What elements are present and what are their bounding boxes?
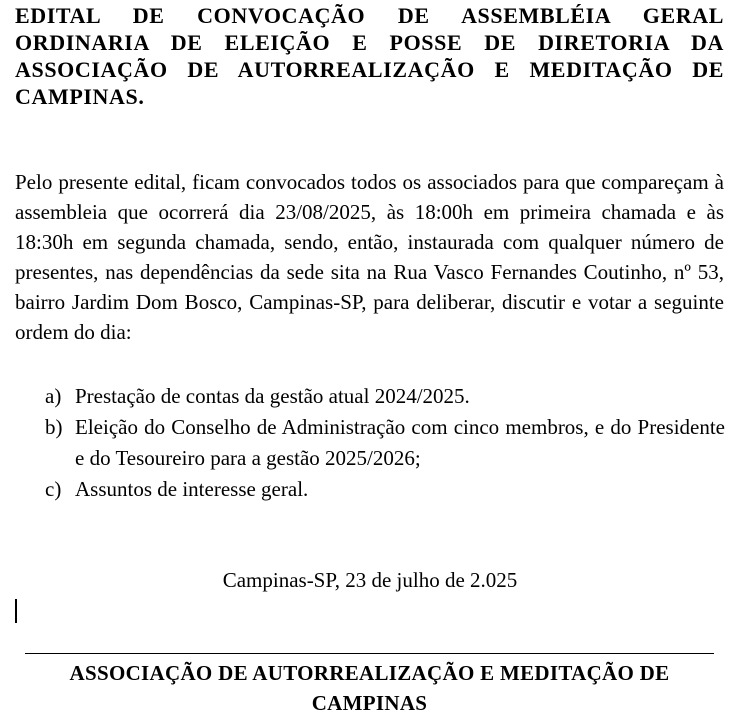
agenda-item-marker: a)	[45, 384, 62, 408]
place-date-text: Campinas-SP, 23 de julho de 2.025	[222, 568, 518, 592]
signature-line	[25, 653, 714, 654]
signature-name: ASSOCIAÇÃO DE AUTORREALIZAÇÃO E MEDITAÇÃO DE CAMPINAS	[69, 661, 670, 715]
document-page	[15, 0, 725, 715]
agenda-item-text: Eleição do Conselho de Administração com cinco membros, e do Presidente e do Tesoureiro para a gestão 2025/2026;	[75, 415, 725, 470]
document-title: EDITAL DE CONVOCAÇÃO DE ASSEMBLÉIA GERAL ORDINARIA DE ELEIÇÃO E POSSE DE DIRETORIA DA ASSOCIAÇÃO DE AUTORREALIZAÇÃO E MEDITAÇÃO DE CAMPINAS.	[15, 3, 724, 109]
agenda-item-marker: b)	[45, 415, 63, 439]
agenda-item	[45, 474, 725, 505]
text-cursor[interactable]	[15, 599, 17, 623]
agenda-item	[45, 381, 725, 412]
convocation-paragraph: Pelo presente edital, ficam convocados todos os associados para que compareçam à assembleia que ocorrerá dia 23/08/2025, às 18:00h em primeira chamada e às 18:30h em segunda chamada, sendo, então, instaurada com qualquer número de presentes, nas dependências da sede sita na Rua Vasco Fernandes Coutinho, nº 53, bairro Jardim Dom Bosco, Campinas-SP, para deliberar, discutir e votar a seguinte ordem do dia:	[15, 170, 724, 344]
agenda-item-text: Assuntos de interesse geral.	[75, 477, 309, 501]
agenda-item	[45, 412, 725, 474]
agenda-list	[45, 381, 725, 505]
agenda-item-marker: c)	[45, 477, 62, 501]
place-date	[15, 566, 724, 594]
agenda-item-text: Prestação de contas da gestão atual 2024/2025.	[75, 384, 470, 408]
